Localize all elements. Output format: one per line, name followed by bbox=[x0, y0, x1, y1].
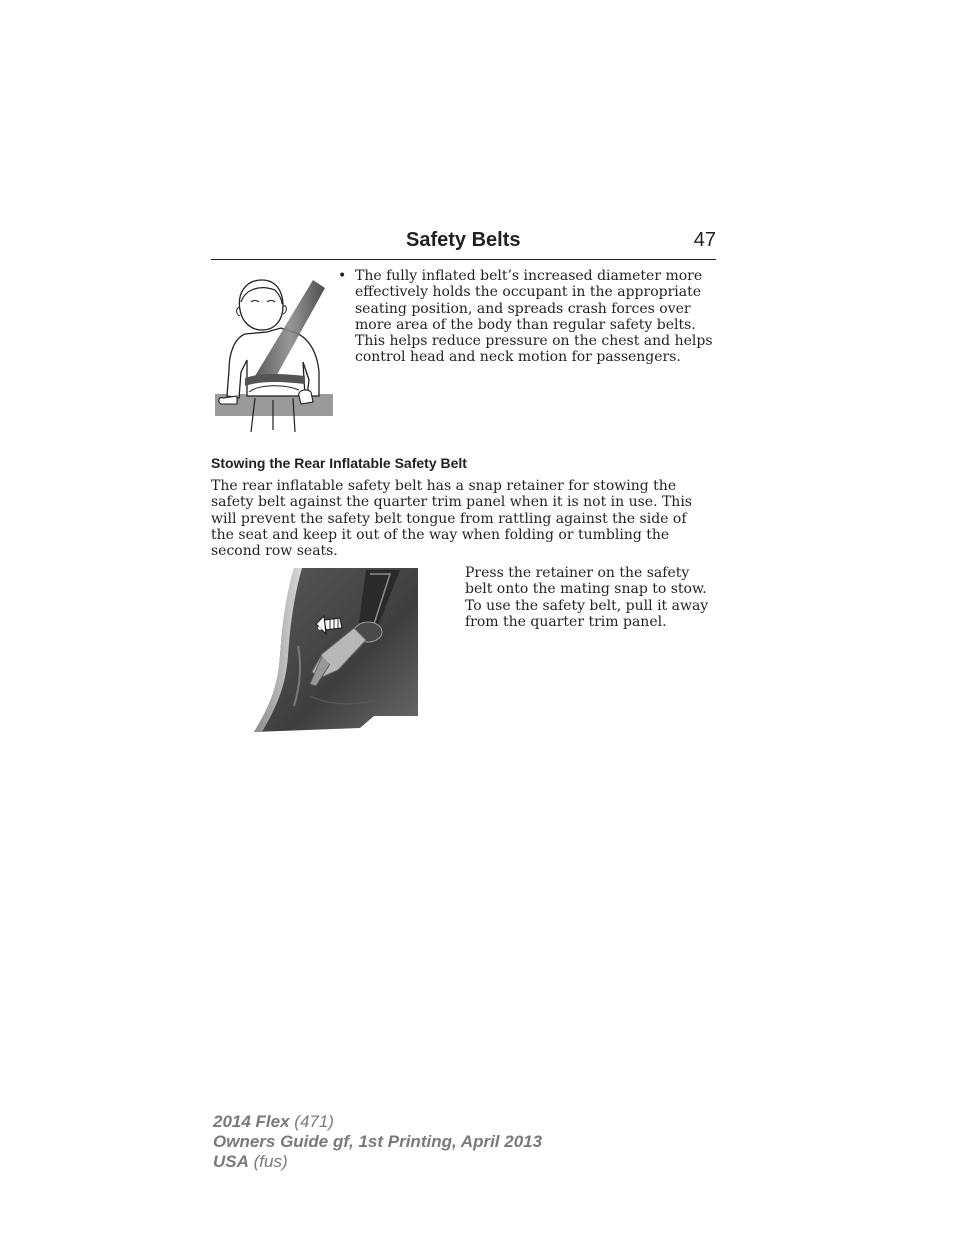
header-divider bbox=[211, 259, 716, 260]
page-title: Safety Belts bbox=[406, 229, 521, 251]
footer-model: 2014 Flex bbox=[213, 1112, 290, 1131]
belt-retainer-illustration bbox=[250, 566, 418, 732]
page-number: 47 bbox=[693, 229, 716, 251]
footer-model-code: (471) bbox=[289, 1112, 334, 1131]
page-footer bbox=[213, 1112, 542, 1172]
child-inflatable-belt-illustration bbox=[215, 272, 333, 434]
section-heading: Stowing the Rear Inflatable Safety Belt bbox=[211, 455, 467, 471]
bullet-marker: • bbox=[338, 268, 347, 284]
stow-instruction-text: Press the retainer on the safety belt onto the mating snap to stow. To use the safety belt, pull it away from the quarter trim panel. bbox=[465, 565, 709, 630]
bullet-text: The fully inflated belt’s increased diameter more effectively holds the occupant in the appropriate seating position, and spreads crash forces over more area of the body than regular safety belts. This helps reduce pressure on the chest and helps control head and neck motion for passengers. bbox=[355, 268, 713, 366]
footer-model-line bbox=[213, 1112, 542, 1132]
footer-guide-line: Owners Guide gf, 1st Printing, April 2013 bbox=[213, 1132, 543, 1151]
footer-market-line bbox=[213, 1152, 542, 1172]
footer-market: USA bbox=[213, 1152, 249, 1171]
footer-market-code: (fus) bbox=[248, 1152, 288, 1171]
body-paragraph: The rear inflatable safety belt has a snap retainer for stowing the safety belt against the quarter trim panel when it is not in use. This will prevent the safety belt tongue from rattling against the side of the seat and keep it out of the way when folding or tumbling the second row seats. bbox=[211, 478, 692, 560]
